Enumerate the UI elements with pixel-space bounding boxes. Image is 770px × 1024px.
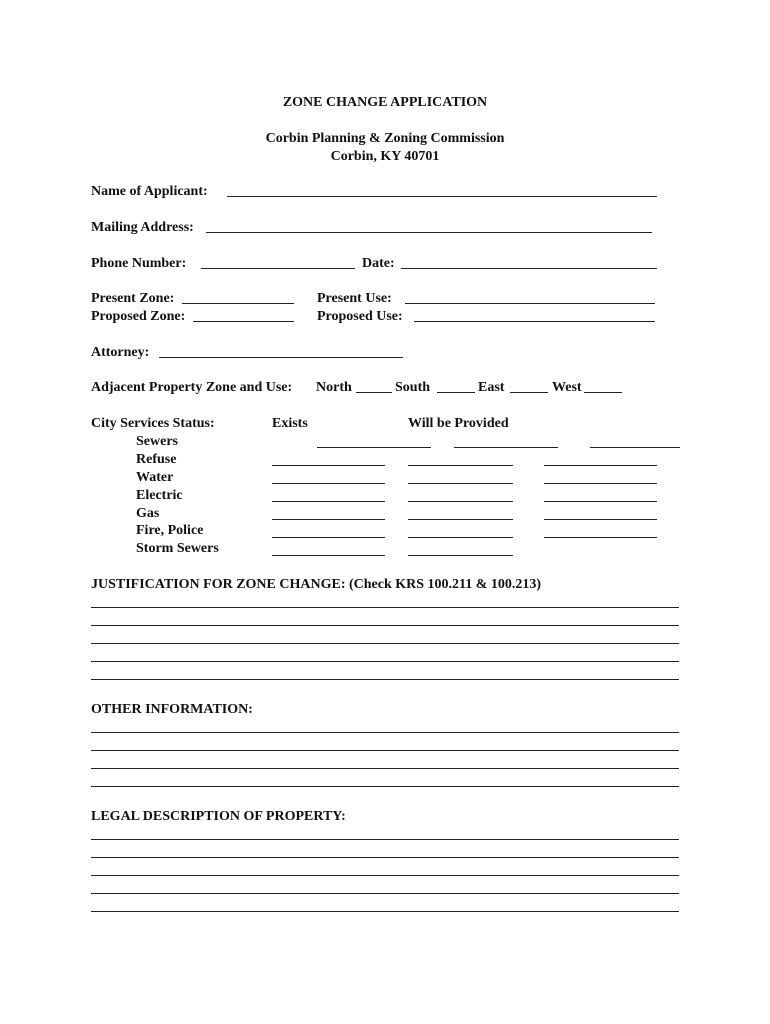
east-field[interactable] [510, 392, 548, 393]
service-water: Water [136, 470, 174, 485]
service-blank[interactable] [544, 501, 657, 502]
service-fire-police: Fire, Police [136, 523, 204, 538]
service-blank[interactable] [272, 465, 385, 466]
service-blank[interactable] [544, 483, 657, 484]
service-blank[interactable] [272, 501, 385, 502]
exists-column-header: Exists [272, 416, 308, 431]
north-field[interactable] [356, 392, 392, 393]
justification-heading: JUSTIFICATION FOR ZONE CHANGE: (Check KRS 100.211 & 100.213) [91, 577, 542, 592]
other-info-line[interactable] [91, 786, 679, 787]
other-info-heading: OTHER INFORMATION: [91, 702, 253, 717]
present-use-label: Present Use: [317, 291, 392, 306]
east-label: East [478, 380, 505, 395]
justification-line[interactable] [91, 643, 679, 644]
applicant-field[interactable] [227, 196, 657, 197]
service-blank[interactable] [454, 447, 558, 448]
provided-column-header: Will be Provided [408, 416, 509, 431]
commission-name: Corbin Planning & Zoning Commission [265, 131, 505, 146]
service-blank[interactable] [408, 501, 513, 502]
service-gas: Gas [136, 506, 160, 521]
form-title: ZONE CHANGE APPLICATION [282, 95, 488, 110]
service-blank[interactable] [408, 483, 513, 484]
service-blank[interactable] [272, 555, 385, 556]
legal-description-heading: LEGAL DESCRIPTION OF PROPERTY: [91, 809, 346, 824]
proposed-use-field[interactable] [414, 321, 655, 322]
service-blank[interactable] [408, 465, 513, 466]
west-label: West [552, 380, 582, 395]
service-electric: Electric [136, 488, 183, 503]
south-field[interactable] [437, 392, 475, 393]
north-label: North [316, 380, 352, 395]
legal-description-line[interactable] [91, 875, 679, 876]
south-label: South [395, 380, 431, 395]
service-blank[interactable] [544, 519, 657, 520]
attorney-field[interactable] [159, 357, 403, 358]
justification-line[interactable] [91, 625, 679, 626]
justification-line[interactable] [91, 679, 679, 680]
mailing-label: Mailing Address: [91, 220, 194, 235]
commission-address: Corbin, KY 40701 [330, 149, 440, 164]
mailing-field[interactable] [206, 232, 652, 233]
proposed-zone-label: Proposed Zone: [91, 309, 186, 324]
service-sewers: Sewers [136, 434, 178, 449]
west-field[interactable] [584, 392, 622, 393]
legal-description-line[interactable] [91, 911, 679, 912]
present-use-field[interactable] [405, 303, 655, 304]
phone-field[interactable] [201, 268, 355, 269]
proposed-zone-field[interactable] [193, 321, 294, 322]
date-field[interactable] [401, 268, 657, 269]
service-blank[interactable] [317, 447, 431, 448]
justification-line[interactable] [91, 661, 679, 662]
service-storm-sewers: Storm Sewers [136, 541, 219, 556]
adjacent-label: Adjacent Property Zone and Use: [91, 380, 293, 395]
proposed-use-label: Proposed Use: [317, 309, 403, 324]
services-label: City Services Status: [91, 416, 215, 431]
service-blank[interactable] [272, 519, 385, 520]
service-blank[interactable] [272, 483, 385, 484]
service-blank[interactable] [408, 519, 513, 520]
service-blank[interactable] [544, 537, 657, 538]
justification-line[interactable] [91, 607, 679, 608]
applicant-label: Name of Applicant: [91, 184, 208, 199]
legal-description-line[interactable] [91, 839, 679, 840]
service-blank[interactable] [408, 537, 513, 538]
service-blank[interactable] [590, 447, 680, 448]
date-label: Date: [362, 256, 395, 271]
service-blank[interactable] [408, 555, 513, 556]
present-zone-label: Present Zone: [91, 291, 175, 306]
service-refuse: Refuse [136, 452, 177, 467]
phone-label: Phone Number: [91, 256, 187, 271]
legal-description-line[interactable] [91, 857, 679, 858]
attorney-label: Attorney: [91, 345, 150, 360]
other-info-line[interactable] [91, 732, 679, 733]
present-zone-field[interactable] [182, 303, 294, 304]
service-blank[interactable] [544, 465, 657, 466]
legal-description-line[interactable] [91, 893, 679, 894]
other-info-line[interactable] [91, 768, 679, 769]
service-blank[interactable] [272, 537, 385, 538]
other-info-line[interactable] [91, 750, 679, 751]
